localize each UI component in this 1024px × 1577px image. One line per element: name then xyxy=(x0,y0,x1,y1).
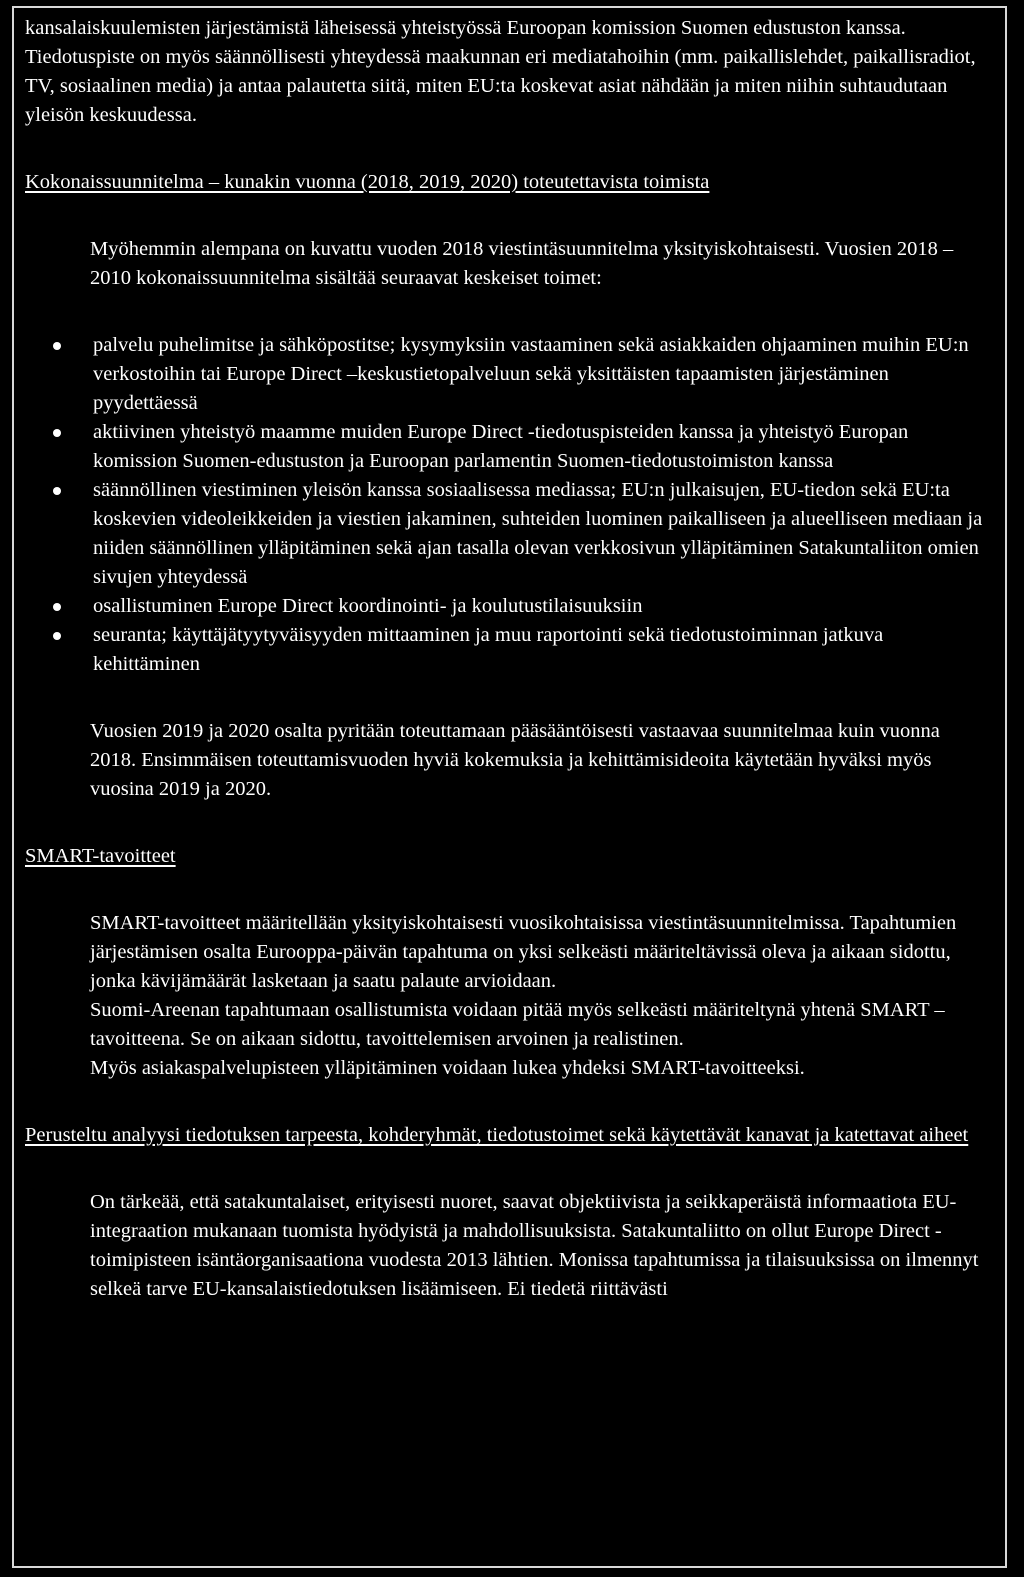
list-item-text: seuranta; käyttäjätyytyväisyyden mittaaminen ja muu raportointi sekä tiedotustoiminnan jatkuva kehittäminen xyxy=(93,624,884,675)
list-item xyxy=(93,331,983,418)
list-item xyxy=(93,476,983,592)
overall-plan-intro: Myöhemmin alempana on kuvattu vuoden 2018 viestintäsuunnitelma yksityiskohtaisesti. Vuosien 2018 – 2010 kokonaissuunnitelma sisältää seuraavat keskeiset toimet: xyxy=(90,238,954,289)
section-heading-smart: SMART-tavoitteet xyxy=(25,845,176,867)
intro-paragraph: kansalaiskuulemisten järjestämistä läheisessä yhteistyössä Euroopan komission Suomen edustuston kanssa. Tiedotuspiste on myös säännöllisesti yhteydessä maakunnan eri mediatahoihin (mm. paikallislehdet, paikallisradiot, TV, sosiaalinen media) ja antaa palautetta siitä, miten EU:ta koskevat asiat nähdään ja miten niihin suhtaudutaan yleisön keskuudessa. xyxy=(25,17,976,126)
section-heading-analysis: Perusteltu analyysi tiedotuksen tarpeesta, kohderyhmät, tiedotustoimet sekä käytettävät kanavat ja katettavat aiheet xyxy=(25,1124,969,1146)
list-item-text: aktiivinen yhteistyö maamme muiden Europe Direct -tiedotuspisteiden kanssa ja yhteistyö Europan komission Suomen-edustuston ja Euroopan parlamentin Suomen-tiedotustoimiston kanssa xyxy=(93,421,909,472)
bullet-icon xyxy=(53,487,61,495)
list-item-text: palvelu puhelimitse ja sähköpostitse; kysymyksiin vastaaminen sekä asiakkaiden ohjaaminen muihin EU:n verkostoihin tai Europe Direct –keskustietopalveluun sekä yksittäisten tapaamisten järjestäminen pyydettäessä xyxy=(93,334,969,414)
bullet-icon xyxy=(53,342,61,350)
key-actions-list xyxy=(93,331,983,679)
bullet-icon xyxy=(53,632,61,640)
document-body xyxy=(25,14,990,1304)
smart-paragraph: Myös asiakaspalvelupisteen ylläpitäminen voidaan lukea yhdeksi SMART-tavoitteeksi. xyxy=(90,1057,805,1079)
section-heading-overall-plan: Kokonaissuunnitelma – kunakin vuonna (2018, 2019, 2020) toteutettavista toimista xyxy=(25,171,710,193)
list-item xyxy=(93,418,983,476)
analysis-paragraph: On tärkeää, että satakuntalaiset, erityisesti nuoret, saavat objektiivista ja seikkaperäistä informaatiota EU-integraation mukanaan tuomista hyödyistä ja mahdollisuuksista. Satakuntaliitto on ollut Europe Direct -toimipisteen isäntäorganisaationa vuodesta 2013 lähtien. Monissa tapahtumissa ja tilaisuuksissa on ilmennyt selkeä tarve EU-kansalaistiedotuksen lisäämiseen. Ei tiedetä riittävästi xyxy=(90,1191,979,1300)
smart-paragraph: SMART-tavoitteet määritellään yksityiskohtaisesti vuosikohtaisissa viestintäsuunnitelmissa. Tapahtumien järjestämisen osalta Eurooppa-päivän tapahtuma on yksi selkeästi määriteltävissä oleva ja aikaan sidottu, jonka kävijämäärät lasketaan ja saatu palaute arvioidaan. xyxy=(90,912,957,992)
list-item-text: osallistuminen Europe Direct koordinointi- ja koulutustilaisuuksiin xyxy=(93,595,643,617)
list-item xyxy=(93,621,983,679)
list-item-text: säännöllinen viestiminen yleisön kanssa sosiaalisessa mediassa; EU:n julkaisujen, EU-tiedon sekä EU:ta koskevien videoleikkeiden ja viestien jakaminen, suhteiden luominen paikalliseen ja alueelliseen mediaan ja niiden säännöllinen ylläpitäminen sekä ajan tasalla olevan verkkosivun ylläpitäminen Satakuntaliiton omien sivujen yhteydessä xyxy=(93,479,983,588)
overall-plan-closing: Vuosien 2019 ja 2020 osalta pyritään toteuttamaan pääsääntöisesti vastaavaa suunnitelmaa kuin vuonna 2018. Ensimmäisen toteuttamisvuoden hyviä kokemuksia ja kehittämisideoita käytetään hyväksi myös vuosina 2019 ja 2020. xyxy=(90,720,940,800)
list-item xyxy=(93,592,983,621)
smart-paragraph: Suomi-Areenan tapahtumaan osallistumista voidaan pitää myös selkeästi määriteltynä yhtenä SMART –tavoitteena. Se on aikaan sidottu, tavoittelemisen arvoinen ja realistinen. xyxy=(90,999,945,1050)
bullet-icon xyxy=(53,429,61,437)
bullet-icon xyxy=(53,603,61,611)
